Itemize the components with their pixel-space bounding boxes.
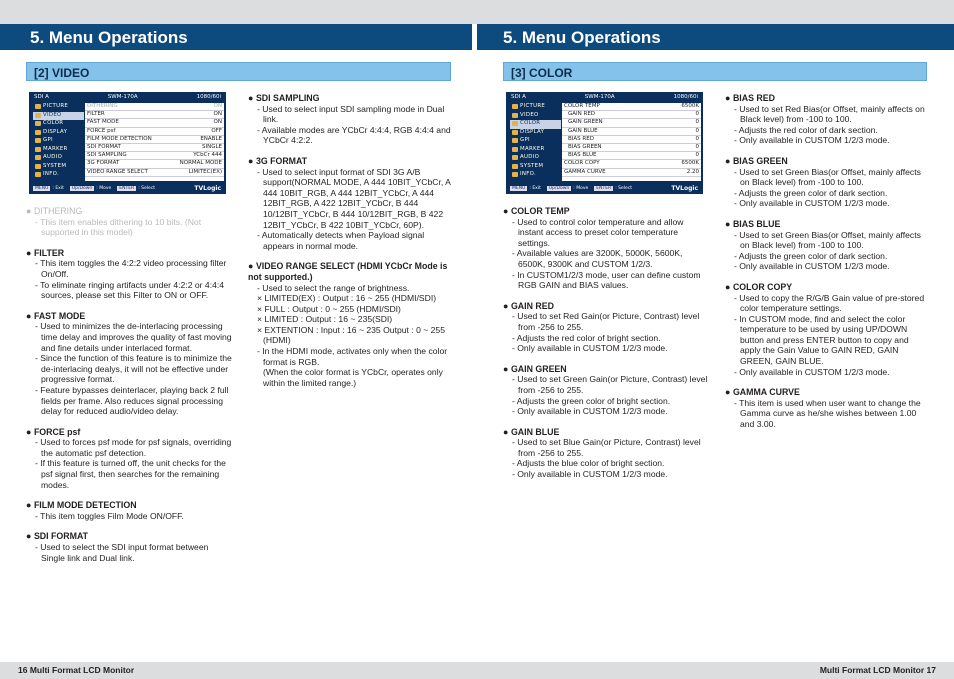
bullet-line: - Only available in CUSTOM 1/2/3 mode.	[734, 367, 929, 378]
osd-row-label: FORCE psf	[87, 127, 116, 134]
bullet-line: - Feature bypasses deinterlacer, playing back 2 full fields per frame. Also reduces signal processing delay for reduced audio/video delay.	[35, 385, 232, 417]
osd-row-label: SDI SAMPLING	[87, 152, 127, 159]
osd-header	[507, 93, 702, 102]
osd-row-value: ENABLE	[200, 135, 222, 142]
osd-menu-item: DISPLAY	[33, 129, 84, 138]
bullet-line: - If this feature is turned off, the unit checks for the psf signal first, then searches for the remaining modes.	[35, 458, 232, 490]
osd-row	[562, 160, 701, 168]
osd-row-label: COLOR TEMP	[564, 103, 600, 109]
osd-list	[562, 103, 701, 181]
osd-row-label: GAIN BLUE	[568, 127, 598, 134]
bullet-line: - Adjusts the blue color of bright section.	[512, 458, 709, 469]
item-title: ● FORCE psf	[26, 427, 232, 438]
item-bullets	[248, 104, 452, 146]
osd-row	[562, 111, 701, 119]
bullet-line: - Used to set Green Bias(or Offset, mainly affects on Black level) from -100 to 100.	[734, 230, 929, 251]
osd-format: 1080/60i	[196, 94, 221, 100]
range-note: (When the color format is YCbCr, operates only within the limited range.)	[263, 367, 443, 388]
osd-row-value: 0	[695, 152, 699, 159]
menu-item-description	[26, 427, 232, 491]
osd-row-value: 6500K	[681, 160, 699, 167]
bullet-line: - Adjusts the green color of dark section.	[734, 251, 929, 262]
osd-key-updown-text: : Move	[573, 186, 589, 191]
page-title-right: 5. Menu Operations	[477, 24, 954, 50]
item-title: ● GAMMA CURVE	[725, 387, 929, 398]
bullet-line: - To eliminate ringing artifacts under 4:2:2 or 4:4:4 sources, please set this Filter to ON or OFF.	[35, 280, 232, 301]
osd-list	[85, 103, 224, 181]
range-option: × EXTENTION : Input : 16 ~ 235 Output : 0 ~ 255 (HDMI)	[257, 325, 452, 346]
osd-key-updown-text: : Move	[96, 186, 112, 191]
osd-row	[85, 119, 224, 127]
osd-row	[85, 152, 224, 160]
osd-menu-item: DISPLAY	[510, 129, 561, 138]
osd-header	[30, 93, 225, 102]
osd-row-label: COLOR COPY	[564, 160, 600, 167]
osd-row-label: FAST MODE	[87, 119, 119, 126]
menu-item-description	[248, 93, 452, 146]
item-bullets	[503, 311, 709, 353]
osd-row	[85, 128, 224, 136]
osd-key-menu: MENU	[35, 186, 49, 191]
menu-item-description	[26, 500, 232, 521]
menu-item-description	[503, 427, 709, 480]
item-bullets	[248, 167, 452, 252]
bullet-line: - Automatically detects when Payload signal appears in normal mode.	[257, 230, 452, 251]
item-title: ● COLOR TEMP	[503, 206, 709, 217]
osd-menu-item: VIDEO	[510, 112, 561, 121]
page-footer-left: 16 Multi Format LCD Monitor	[0, 662, 477, 679]
osd-source: SDI A	[34, 94, 49, 100]
bullet-line: - Used to select the SDI input format between Single link and Dual link.	[35, 542, 232, 563]
osd-menu-item: MARKER	[510, 146, 561, 155]
item-title: ● FAST MODE	[26, 311, 232, 322]
bullet-line: - Used to select input SDI sampling mode in Dual link.	[257, 104, 452, 125]
osd-row	[85, 160, 224, 168]
osd-row-value: LIMITEC(EX)	[188, 168, 222, 175]
osd-row-label: DITHERING	[87, 103, 118, 109]
osd-menu-item: MARKER	[33, 146, 84, 155]
osd-row	[85, 144, 224, 152]
osd-key-menu-text: : Exit	[529, 186, 541, 191]
osd-row-label: 3G FORMAT	[87, 160, 120, 167]
right-column-1	[503, 206, 709, 490]
osd-menu	[33, 103, 84, 180]
bullet-line: - Only available in CUSTOM 1/2/3 mode.	[734, 198, 929, 209]
bullet-line: - Adjusts the green color of bright section.	[512, 396, 709, 407]
item-bullets	[26, 542, 232, 563]
osd-row	[562, 152, 701, 160]
item-bullets	[248, 283, 452, 294]
osd-menu-item: INFO.	[510, 171, 561, 180]
item-bullets	[725, 104, 929, 146]
item-title: ● SDI SAMPLING	[248, 93, 452, 104]
menu-item-description	[725, 387, 929, 429]
bullet-line: - Only available in CUSTOM 1/2/3 mode.	[512, 469, 709, 480]
osd-row	[85, 169, 224, 177]
osd-row-value: YCbCr 444	[193, 152, 222, 159]
item-title: ● BIAS GREEN	[725, 156, 929, 167]
osd-row	[562, 103, 701, 111]
page-footer-right: Multi Format LCD Monitor 17	[477, 662, 954, 679]
osd-row-value: ON	[213, 119, 222, 126]
item-bullets	[26, 511, 232, 522]
bullet-line: - This item enables dithering to 10 bits. (Not supported in this model)	[35, 217, 232, 238]
osd-row-label: FILM MODE DETECTION	[87, 135, 152, 142]
bullet-line: - Adjusts the red color of dark section.	[734, 125, 929, 136]
osd-body	[33, 103, 224, 181]
menu-item-description	[725, 219, 929, 272]
osd-menu-item: COLOR	[33, 120, 84, 129]
range-options	[248, 293, 452, 346]
osd-row-value: 0	[695, 135, 699, 142]
item-bullets	[26, 217, 232, 238]
osd-row-value: ON	[213, 111, 222, 118]
range-option: × FULL : Output : 0 ~ 255 (HDMI/SDI)	[257, 304, 452, 315]
item-title: ● GAIN RED	[503, 301, 709, 312]
osd-key-enter: ENTER	[596, 186, 612, 191]
osd-row-label: GAMMA CURVE	[564, 168, 606, 175]
bullet-line: - Adjusts the green color of dark section.	[734, 188, 929, 199]
osd-menu	[510, 103, 561, 180]
menu-item-description	[248, 156, 452, 251]
osd-row-label: BIAS RED	[568, 135, 594, 142]
range-option: × LIMITED : Output : 16 ~ 235(SDI)	[257, 314, 452, 325]
bullet-line: - Used to set Green Gain(or Picture, Contrast) level from -256 to 255.	[512, 374, 709, 395]
bullet-line: - Available values are 3200K, 5000K, 5600K, 6500K, 9300K and CUSTOM 1/2/3.	[512, 248, 709, 269]
section-heading-color: [3] COLOR	[503, 62, 927, 81]
item-title: ● SDI FORMAT	[26, 531, 232, 542]
bullet-line: - In the HDMI mode, activates only when the color format is RGB.	[257, 346, 452, 367]
menu-item-description	[503, 206, 709, 291]
item-bullets	[503, 217, 709, 291]
osd-row	[85, 103, 224, 111]
top-band	[0, 0, 954, 24]
osd-row-value: 0	[695, 127, 699, 134]
osd-screenshot-video	[29, 92, 226, 194]
item-bullets	[26, 321, 232, 416]
item-bullets	[26, 258, 232, 300]
osd-format: 1080/60i	[673, 94, 698, 100]
bullet-line: - Only available in CUSTOM 1/2/3 mode.	[512, 406, 709, 417]
item-title: ● FILTER	[26, 248, 232, 259]
osd-row	[85, 136, 224, 144]
bullet-line: - Used to copy the R/G/B Gain value of pre-stored color temperature settings.	[734, 293, 929, 314]
menu-item-description	[26, 206, 232, 238]
bullet-line: - Used to control color temperature and allow instant access to preset color temperature settings.	[512, 217, 709, 249]
item-bullets	[725, 230, 929, 272]
left-column-2	[248, 93, 452, 398]
bullet-line: - Adjusts the red color of bright section.	[512, 333, 709, 344]
item-bullets	[725, 398, 929, 430]
osd-model: SWM-170A	[107, 94, 138, 100]
bullet-line: - Used to set Red Gain(or Picture, Contrast) level from -256 to 255.	[512, 311, 709, 332]
osd-key-enter-text: : Select	[615, 186, 633, 191]
osd-row-label: BIAS GREEN	[568, 143, 602, 150]
osd-row-value: 0	[695, 119, 699, 126]
item-bullets	[503, 374, 709, 416]
bullet-line: - Only available in CUSTOM 1/2/3 mode.	[512, 343, 709, 354]
osd-menu-item: SYSTEM	[510, 163, 561, 172]
osd-menu-item: PICTURE	[510, 103, 561, 112]
bullet-line: - Used to set Green Bias(or Offset, mainly affects on Black level) from -100 to 100.	[734, 167, 929, 188]
osd-key-menu: MENU	[512, 186, 526, 191]
bullet-line: - Used to select input format of SDI 3G A/B support(NORMAL MODE, A 444 10BIT_YCbCr, A 444 10BIT_RGB, A 444 12BIT_YCbCr, A 444 12BIT_RGB, A 422 12BIT_YCbCr, B 444 10/12BIT_YCbCr, B 444 10/12BIT_RGB, B 422 12BIT_YCbCr, B 422 10BIT_YCbCr, 60P).	[257, 167, 452, 231]
bullet-line: - This item is used when user want to change the Gamma curve as he/she wishes between 1.00 and 3.00.	[734, 398, 929, 430]
osd-row	[562, 119, 701, 127]
osd-row	[85, 111, 224, 119]
item-bullets	[248, 346, 452, 367]
osd-footer	[510, 185, 698, 192]
item-bullets	[725, 293, 929, 378]
osd-menu-item: GPI	[510, 137, 561, 146]
osd-row-value: 6500K	[681, 103, 699, 109]
osd-key-menu-text: : Exit	[52, 186, 64, 191]
osd-row	[562, 169, 701, 177]
item-title: ● 3G FORMAT	[248, 156, 452, 167]
osd-row-value: 0	[695, 111, 699, 118]
bullet-line: - Used to select the range of brightness.	[257, 283, 452, 294]
menu-item-description	[503, 301, 709, 354]
osd-row	[562, 128, 701, 136]
item-title: ● VIDEO RANGE SELECT (HDMI YCbCr Mode is not supported.)	[248, 261, 452, 282]
osd-menu-item: AUDIO	[510, 154, 561, 163]
bullet-line: - In CUSTOM1/2/3 mode, user can define custom RGB GAIN and BIAS values.	[512, 270, 709, 291]
item-title: ● BIAS RED	[725, 93, 929, 104]
osd-row-label: GAIN GREEN	[568, 119, 603, 126]
osd-row-value: OFF	[211, 127, 222, 134]
item-title: ● GAIN GREEN	[503, 364, 709, 375]
bullet-line: - Used to forces psf mode for psf signals, overriding the automatic psf detection.	[35, 437, 232, 458]
bullet-line: - Since the function of this feature is to minimize the de-interlacing dealys, it will not be effective under progressive format.	[35, 353, 232, 385]
bullet-line: - Available modes are YCbCr 4:4:4, RGB 4:4:4 and YCbCr 4:2:2.	[257, 125, 452, 146]
video-range-select	[248, 261, 452, 388]
page-title-left: 5. Menu Operations	[0, 24, 472, 50]
osd-row-label: BIAS BLUE	[568, 152, 597, 159]
osd-row	[562, 144, 701, 152]
osd-brand-logo: TVLogic	[194, 185, 221, 192]
item-bullets	[26, 437, 232, 490]
item-title: ● BIAS BLUE	[725, 219, 929, 230]
osd-row-value: SINGLE	[201, 143, 222, 150]
bullet-line: - Used to set Red Bias(or Offset, mainly affects on Black level) from -100 to 100.	[734, 104, 929, 125]
osd-menu-item: AUDIO	[33, 154, 84, 163]
osd-brand-logo: TVLogic	[671, 185, 698, 192]
osd-menu-item: GPI	[33, 137, 84, 146]
osd-row-value: 0	[695, 143, 699, 150]
osd-row-value: ON	[213, 103, 222, 109]
range-option: × LIMITED(EX) : Output : 16 ~ 255 (HDMI/SDI)	[257, 293, 452, 304]
osd-row-label: GAIN RED	[568, 111, 596, 118]
osd-row-value: NORMAL MODE	[179, 160, 222, 167]
osd-key-updown: Up/Down	[548, 186, 570, 191]
bullet-line: - Only available in CUSTOM 1/2/3 mode.	[734, 135, 929, 146]
osd-row-label: SDI FORMAT	[87, 143, 121, 150]
bullet-line: - This item toggles Film Mode ON/OFF.	[35, 511, 232, 522]
osd-row-label: FILTER	[87, 111, 105, 118]
osd-menu-item: INFO.	[33, 171, 84, 180]
osd-screenshot-color	[506, 92, 703, 194]
menu-item-description	[503, 364, 709, 417]
osd-key-enter-text: : Select	[138, 186, 156, 191]
bullet-line: - Used to set Blue Gain(or Picture, Contrast) level from -256 to 255.	[512, 437, 709, 458]
osd-menu-item: PICTURE	[33, 103, 84, 112]
item-title: ● DITHERING	[26, 206, 232, 217]
osd-key-updown: Up/Down	[71, 186, 93, 191]
osd-menu-item: COLOR	[510, 120, 561, 129]
menu-item-description	[26, 311, 232, 417]
osd-menu-item: SYSTEM	[33, 163, 84, 172]
bullet-line: - Only available in CUSTOM 1/2/3 mode.	[734, 261, 929, 272]
bullet-line: - This item toggles the 4:2:2 video processing filter On/Off.	[35, 258, 232, 279]
osd-body	[510, 103, 701, 181]
left-column-1	[26, 206, 232, 573]
bullet-line: - In CUSTOM mode, find and select the color temperature to be used by using UP/DOWN button and press ENTER button to copy and apply the Gain Value to GAIN RED, GAIN GREEN, GAIN BLUE.	[734, 314, 929, 367]
osd-menu-item: VIDEO	[33, 112, 84, 121]
osd-key-enter: ENTER	[119, 186, 135, 191]
osd-footer	[33, 185, 221, 192]
item-bullets	[503, 437, 709, 479]
menu-item-description	[26, 248, 232, 301]
bullet-line: - Used to minimizes the de-interlacing processing time delay and improves the quality of fast moving and fine details under interlaced format.	[35, 321, 232, 353]
menu-item-description	[725, 93, 929, 146]
menu-item-description	[725, 156, 929, 209]
osd-source: SDI A	[511, 94, 526, 100]
osd-model: SWM-170A	[584, 94, 615, 100]
item-title: ● COLOR COPY	[725, 282, 929, 293]
item-bullets	[725, 167, 929, 209]
osd-row	[562, 136, 701, 144]
item-title: ● FILM MODE DETECTION	[26, 500, 232, 511]
section-heading-video: [2] VIDEO	[26, 62, 451, 81]
osd-row-label: VIDEO RANGE SELECT	[87, 168, 148, 175]
osd-row-value: 2.20	[686, 168, 699, 175]
item-title: ● GAIN BLUE	[503, 427, 709, 438]
menu-item-description	[26, 531, 232, 563]
right-column-2	[725, 93, 929, 440]
menu-item-description	[725, 282, 929, 377]
